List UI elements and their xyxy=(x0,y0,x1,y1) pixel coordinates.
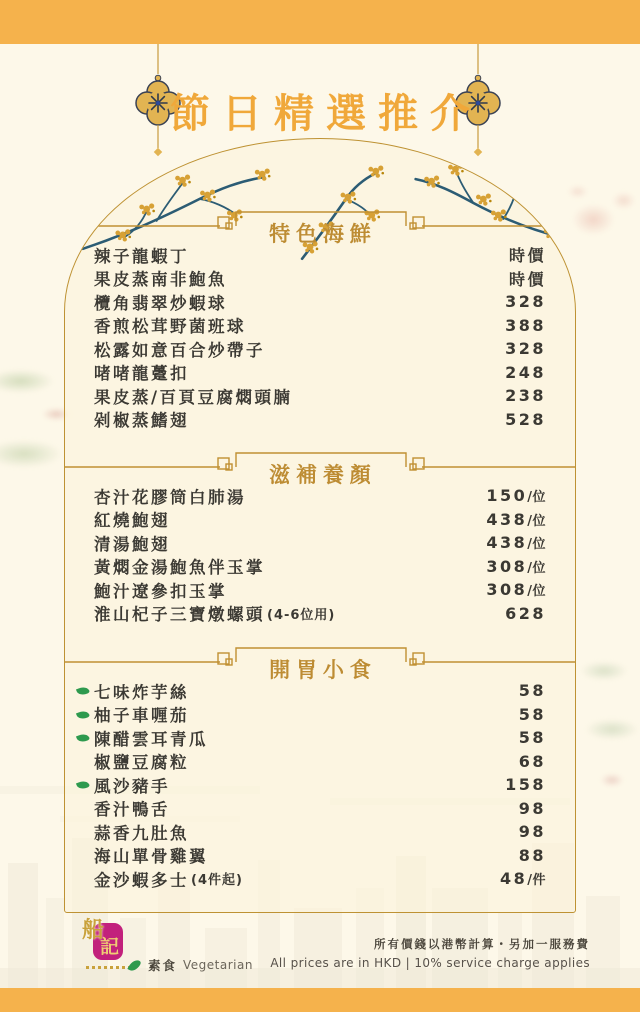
pricing-note-en: All prices are in HKD | 10% service charge applies xyxy=(270,956,590,970)
section-title: 特色海鮮 xyxy=(269,222,377,246)
logo-character-bottom: 記 xyxy=(100,936,120,958)
footer xyxy=(0,916,640,988)
dish-price: 時價 xyxy=(508,246,546,266)
menu-item-row xyxy=(94,484,546,508)
page-title: 節日精選推介 xyxy=(170,91,482,137)
dish-note: (4件起) xyxy=(191,873,243,889)
menu-item-row xyxy=(94,384,546,408)
vegetarian-legend xyxy=(128,956,253,974)
menu-item-row xyxy=(94,290,546,314)
dish-price: 328 xyxy=(505,339,546,359)
menu-item-row xyxy=(94,243,546,267)
menu-item-row xyxy=(94,797,546,821)
dish-name: 剁椒蒸鰭翅 xyxy=(94,411,189,431)
dish-price: 68 xyxy=(518,751,546,771)
logo-character-top: 船 xyxy=(82,918,105,943)
menu-item-row xyxy=(94,314,546,338)
dish-price: 時價 xyxy=(508,269,546,289)
top-border-band xyxy=(0,0,640,44)
dish-price: 98 xyxy=(518,822,546,842)
dish-price: 328 xyxy=(505,292,546,312)
dish-price: 528 xyxy=(505,409,546,429)
vegetarian-label-zh: 素食 xyxy=(148,958,178,973)
vegetarian-label-en: Vegetarian xyxy=(183,958,253,972)
menu-item-row xyxy=(94,773,546,797)
dish-name: 蒜香九肚魚 xyxy=(94,823,189,843)
dish-name: 松露如意百合炒帶子 xyxy=(94,340,265,360)
menu-item-row xyxy=(94,408,546,432)
dish-price: 248 xyxy=(505,362,546,382)
vegetarian-leaf-icon xyxy=(76,779,90,791)
dish-price: 238 xyxy=(505,386,546,406)
leaf-watermark xyxy=(568,628,640,823)
section-title: 開胃小食 xyxy=(269,658,377,682)
dish-name: 椒鹽豆腐粒 xyxy=(94,753,189,773)
dish-name: 清湯鮑翅 xyxy=(94,534,170,554)
section-header-seafood xyxy=(94,203,546,246)
menu-item-row xyxy=(94,602,546,626)
dish-name: 杏汁花膠筒白肺湯 xyxy=(94,487,246,507)
dish-name: 陳醋雲耳青瓜 xyxy=(94,729,208,749)
dish-name: 風沙豬手 xyxy=(94,776,170,796)
menu-item-row xyxy=(94,679,546,703)
section-header-nourishing xyxy=(94,444,546,487)
dish-price: 438/位 xyxy=(486,509,546,529)
dish-price: 48/件 xyxy=(499,869,546,889)
dish-name: 金沙蝦多士 xyxy=(94,870,189,890)
menu-item-row xyxy=(94,867,546,891)
dish-name: 海山單骨雞翼 xyxy=(94,847,208,867)
dish-price: 438/位 xyxy=(486,533,546,553)
menu-item-row xyxy=(94,726,546,750)
dish-name: 辣子龍蝦丁 xyxy=(94,246,189,266)
menu-item-row xyxy=(94,531,546,555)
vegetarian-leaf-icon xyxy=(76,709,90,721)
bottom-border-band xyxy=(0,988,640,1012)
seafood-list xyxy=(94,243,546,431)
menu-item-row xyxy=(94,508,546,532)
menu-item-row xyxy=(94,750,546,774)
dish-name: 柚子車喱茄 xyxy=(94,706,189,726)
dish-price: 98 xyxy=(518,798,546,818)
menu-item-row xyxy=(94,820,546,844)
section-header-appetizers xyxy=(94,639,546,682)
dish-note: (4-6位用) xyxy=(267,607,336,623)
dish-price: 158 xyxy=(505,775,546,795)
menu-item-row xyxy=(94,555,546,579)
vegetarian-leaf-icon xyxy=(127,957,141,973)
menu-item-row xyxy=(94,267,546,291)
dish-price: 58 xyxy=(518,681,546,701)
dish-name: 紅燒鮑翅 xyxy=(94,511,170,531)
pricing-notes xyxy=(270,936,590,970)
dish-name: 果皮蒸南非鮑魚 xyxy=(94,270,227,290)
appetizers-list xyxy=(94,679,546,891)
dish-price: 388 xyxy=(505,315,546,335)
vegetarian-leaf-icon xyxy=(76,732,90,744)
dish-price: 58 xyxy=(518,704,546,724)
dish-price: 58 xyxy=(518,728,546,748)
dish-name: 欖角翡翠炒蝦球 xyxy=(94,293,227,313)
dish-name: 啫啫龍躉扣 xyxy=(94,364,189,384)
dish-name: 果皮蒸/百頁豆腐燜頭腩 xyxy=(94,387,293,407)
dish-name: 香汁鴨舌 xyxy=(94,800,170,820)
pricing-note-zh: 所有價錢以港幣計算・另加一服務費 xyxy=(374,937,590,951)
menu-item-row xyxy=(94,361,546,385)
dish-price: 628 xyxy=(505,603,546,623)
dish-price: 308/位 xyxy=(486,556,546,576)
dish-price: 150/位 xyxy=(486,486,546,506)
dish-name: 淮山杞子三寶燉螺頭 xyxy=(94,605,265,625)
dish-name: 黃燜金湯鮑魚伴玉掌 xyxy=(94,558,265,578)
dish-price: 88 xyxy=(518,845,546,865)
menu-item-row xyxy=(94,578,546,602)
menu-item-row xyxy=(94,844,546,868)
menu-item-row xyxy=(94,703,546,727)
menu-item-row xyxy=(94,337,546,361)
vegetarian-leaf-icon xyxy=(76,685,90,697)
section-title: 滋補養顏 xyxy=(269,463,377,487)
dish-name: 七味炸芋絲 xyxy=(94,682,189,702)
dish-name: 鮑汁遼參扣玉掌 xyxy=(94,581,227,601)
dish-price: 308/位 xyxy=(486,580,546,600)
nourishing-list xyxy=(94,484,546,625)
menu-card xyxy=(64,138,576,913)
dish-name: 香煎松茸野菌班球 xyxy=(94,317,246,337)
